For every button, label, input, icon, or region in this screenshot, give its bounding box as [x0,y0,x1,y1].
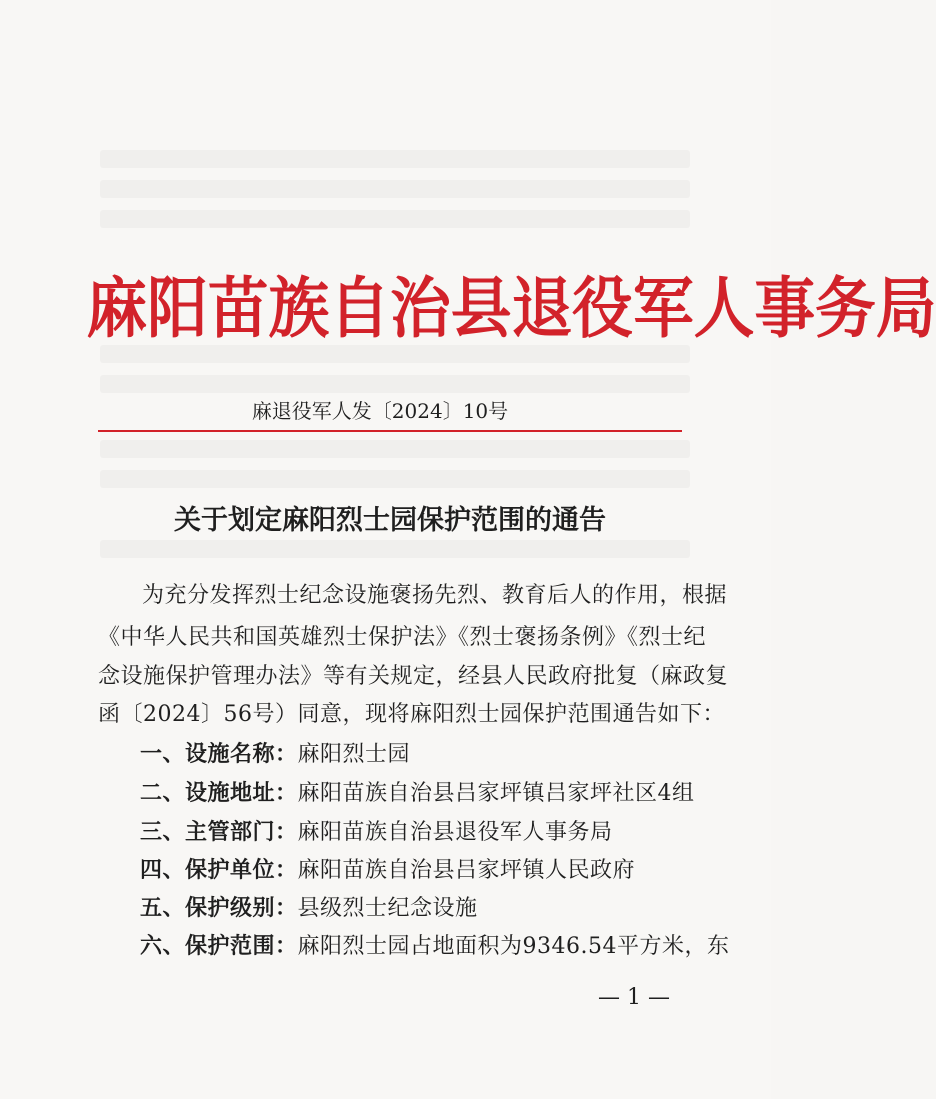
bleed-through-mark [100,540,690,558]
item-value: 麻阳苗族自治县吕家坪镇人民政府 [297,858,636,883]
item-value: 麻阳烈士园占地面积为9346.54平方米，东 [297,934,730,959]
list-item [140,815,613,846]
paragraph-line: 念设施保护管理办法》等有关规定，经县人民政府批复（麻政复 [98,664,729,689]
item-label: 二、设施地址： [140,780,298,806]
list-item [140,853,635,884]
item-label: 五、保护级别： [140,895,298,921]
item-label: 一、设施名称： [140,741,298,767]
item-label: 六、保护范围： [140,933,298,959]
item-value: 麻阳烈士园 [297,742,411,767]
page-number: — 1 — [598,985,670,1010]
paragraph-line: 函〔2024〕56号）同意，现将麻阳烈士园保护范围通告如下： [98,702,725,727]
list-item [140,737,410,768]
list-item [140,776,695,807]
list-item [140,891,478,922]
bleed-through-mark [100,210,690,228]
item-value: 麻阳苗族自治县吕家坪镇吕家坪社区4组 [297,781,695,806]
paragraph-line: 为充分发挥烈士纪念设施褒扬先烈、教育后人的作用，根据 [142,583,728,608]
red-divider-line [98,430,682,432]
item-value: 麻阳苗族自治县退役军人事务局 [297,820,613,845]
item-label: 三、主管部门： [140,819,298,845]
bleed-through-mark [100,375,690,393]
item-label: 四、保护单位： [140,857,298,883]
bleed-through-mark [100,470,690,488]
item-value: 县级烈士纪念设施 [297,896,478,921]
bleed-through-mark [100,180,690,198]
bleed-through-mark [100,440,690,458]
document-number: 麻退役军人发〔2024〕10号 [251,399,509,423]
bleed-through-mark [100,150,690,168]
list-item [140,929,730,960]
issuing-agency-header: 麻阳苗族自治县退役军人事务局 [86,269,936,347]
notice-title: 关于划定麻阳烈士园保护范围的通告 [174,505,606,536]
paragraph-line: 《中华人民共和国英雄烈士保护法》《烈士褒扬条例》《烈士纪 [98,625,707,650]
